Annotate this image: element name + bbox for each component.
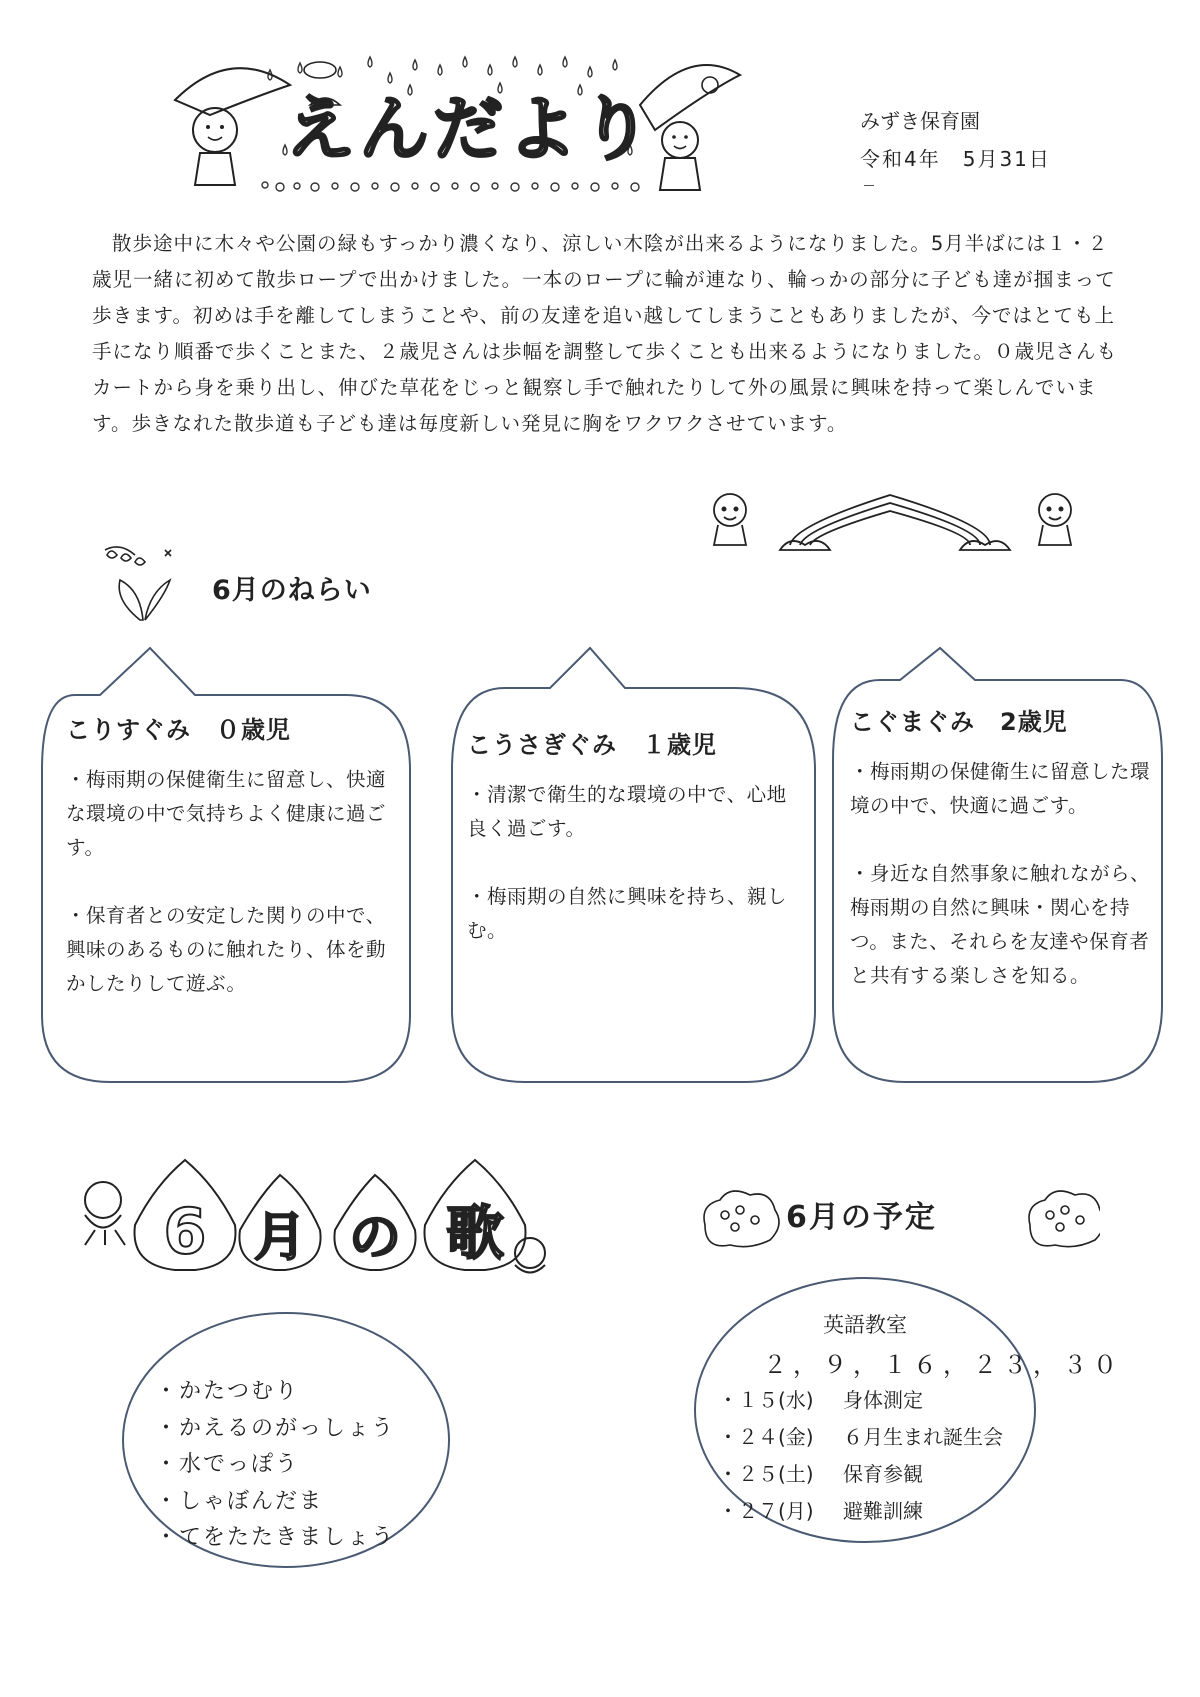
event-row xyxy=(718,1493,1003,1530)
songs-title-char: 歌 xyxy=(445,1199,505,1267)
event-row xyxy=(718,1456,1003,1493)
event-row xyxy=(718,1419,1003,1456)
banner-title: えんだより xyxy=(285,88,655,170)
intro-paragraph: 散歩途中に木々や公園の緑もすっかり濃くなり、涼しい木陰が出来るようになりました。5月半ばには１・２歳児一緒に初めて散歩ロープで出かけました。一本のロープに輪が連なり、輪っかの部分に子ども達が掴まって歩きます。初めは手を離してしまうことや、前の友達を追い越してしまうこともありましたが、今ではとても上手になり順番で歩くことまた、２歳児さんは歩幅を調整して歩くことも出来るようになりました。０歳児さんもカートから身を乗り出し、伸びた草花をじっと観察し手で触れたりして外の風景に興味を持って楽しんでいます。歩きなれた散歩道も子ども達は毎度新しい発見に胸をワクワクさせています。 xyxy=(92,232,1118,435)
aim-card-text: ・保育者との安定した関りの中で、興味のあるものに触れたり、体を動かしたりして遊ぶ。 xyxy=(66,904,387,995)
aim-card-text: ・清潔で衛生的な環境の中で、心地良く過ごす。 xyxy=(467,783,787,840)
event-row xyxy=(718,1382,1003,1419)
events-list xyxy=(718,1382,1003,1530)
event-day: ・２７(月) xyxy=(718,1499,814,1523)
event-name: ６月生まれ誕生会 xyxy=(843,1425,1003,1449)
song-item: ・ てをたたきましょう xyxy=(155,1520,395,1557)
songs-list xyxy=(155,1374,395,1557)
english-class-dates: ２，９，１６，２３，３０ xyxy=(763,1351,1123,1379)
event-day: ・２４(金) xyxy=(718,1425,814,1449)
songs-title-char: 6 xyxy=(163,1195,207,1268)
aim-card-text: ・身近な自然事象に触れながら、梅雨期の自然に興味・関心を持つ。また、それらを友達や保育者と共有する楽しさを知る。 xyxy=(850,862,1151,987)
aim-card-title: こうさぎぐみ １歳児 xyxy=(467,731,717,759)
song-item: ・ かたつむり xyxy=(155,1374,395,1411)
aim-card-text: ・梅雨期の保健衛生に留意した環境の中で、快適に過ごす。 xyxy=(850,760,1151,817)
english-class-title: 英語教室 xyxy=(823,1313,907,1337)
song-item: ・ かえるのがっしょう xyxy=(155,1411,395,1448)
aims-title: 6月のねらい xyxy=(212,575,372,606)
school-name: みずき保育園 xyxy=(860,109,980,133)
songs-title-char: の xyxy=(348,1208,402,1268)
aim-card-title: こりすぐみ ０歳児 xyxy=(66,716,291,744)
song-item: ・ 水でっぽう xyxy=(155,1447,395,1484)
event-day: ・２５(土) xyxy=(718,1462,814,1486)
schedule-title: 6月の予定 xyxy=(786,1200,937,1235)
aim-card-title: こぐまぐみ 2歳児 xyxy=(850,708,1068,736)
event-name: 身体測定 xyxy=(843,1388,923,1412)
songs-title-char: 月 xyxy=(253,1208,307,1268)
event-name: 避難訓練 xyxy=(843,1499,923,1523)
aim-card-text: ・梅雨期の保健衛生に留意し、快適な環境の中で気持ちよく健康に過ごす。 xyxy=(66,768,387,859)
issue-date: 令和4年 5月31日 xyxy=(860,147,1051,171)
event-name: 保育参観 xyxy=(843,1462,923,1486)
aim-card-text: ・梅雨期の自然に興味を持ち、親しむ。 xyxy=(467,885,788,942)
song-item: ・ しゃぼんだま xyxy=(155,1484,395,1521)
event-day: ・１５(水) xyxy=(718,1388,814,1412)
